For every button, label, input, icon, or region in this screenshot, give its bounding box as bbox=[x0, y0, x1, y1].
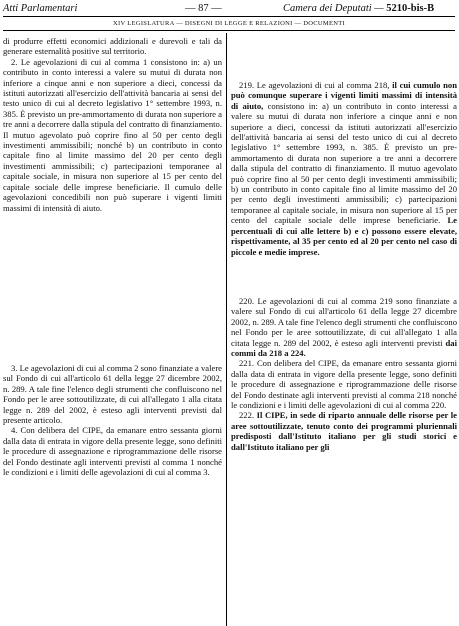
left-paragraph-1: di produrre effetti economici addizionali e durevoli e tali da generare esternalità positive sul territorio. bbox=[3, 36, 222, 57]
p219-amendment-1: il cui cumulo non può comunque superare i vigenti limiti massimi di intensità di aiuto, bbox=[231, 80, 457, 111]
left-paragraph-2: 2. Le agevolazioni di cui al comma 1 consistono in: a) un contributo in conto interessi a valere su mutui di durata non inferiore a cinque anni e non superiore a dieci, concessi da istituti autorizzati all'esercizio dell'attività bancaria ai sensi del testo unico di cui al decreto legislativo 1° settembre 1993, n. 385. È previsto un pre-ammortamento di durata non superiore a tre anni a decorrere dalla stipula del contratto di finanziamento. Il mutuo agevolato può coprire fino al 50 per cento degli investimenti ammissibili; nonché b) un contributo in conto capitale fino al limite massimo del 20 per cento degli investimenti ammissibili; c) partecipazioni temporanee al capitale sociale, in misura non superiore al 15 per cento del capitale sociale delle imprese beneficiarie. Il cumulo delle agevolazioni concedibili non può superare i vigenti limiti massimi di intensità di aiuto. bbox=[3, 56, 222, 213]
left-column bbox=[3, 36, 222, 624]
p222-amendment: Il CIPE, in sede di riparto annuale delle risorse per le aree sottoutilizzate, tenuto conto dei programmi pluriennali predisposti dall'Istituto italiano per gli studi storici e dall'Istituto italiano per gli bbox=[231, 410, 457, 452]
left-paragraph-3: 3. Le agevolazioni di cui al comma 2 sono finanziate a valere sul Fondo di cui all'articolo 61 della legge 27 dicembre 2002, n. 289. A tale fine l'elenco degli strumenti che confluiscono nel Fondo per le aree sottoutilizzate, di cui all'allegato 1 alla citata legge n. 289 del 2002, è esteso agli interventi previsti dal presente articolo. bbox=[3, 362, 222, 425]
right-paragraph-222 bbox=[231, 410, 457, 452]
legislature-subheader: XIV LEGISLATURA — DISEGNI DI LEGGE E RELAZIONI — DOCUMENTI bbox=[3, 16, 455, 31]
p220-amendment: dai commi da 218 a 224. bbox=[231, 337, 457, 358]
page-header bbox=[0, 0, 459, 17]
right-column-spacer-mid bbox=[231, 257, 457, 296]
p219-amendment-2: Le percentuali di cui alle lettere b) e c) possono essere elevate, rispettivamente, al 35 per cento ed al 20 per cento nel caso di piccole e medie imprese. bbox=[231, 215, 457, 257]
right-paragraph-219 bbox=[231, 80, 457, 257]
right-column bbox=[231, 36, 457, 624]
p220-body: 220. Le agevolazioni di cui al comma 219 sono finanziate a valere sul Fondo di cui all'articolo 61 della legge 27 dicembre 2002, n. 289. A tale fine l'elenco degli strumenti che confluiscono nel Fondo per le aree sottoutilizzate, di cui all'allegato 1 alla citata legge n. 289 del 2002, è esteso agli interventi previsti bbox=[231, 295, 457, 348]
right-paragraph-220 bbox=[231, 296, 457, 358]
right-column-spacer-top bbox=[231, 36, 457, 80]
header-chamber: Camera dei Deputati — bbox=[283, 3, 387, 14]
page-number: — 87 — bbox=[185, 3, 222, 14]
p219-lead: 219. Le agevolazioni di cui al comma 218, bbox=[239, 80, 393, 90]
header-right bbox=[283, 3, 434, 14]
p219-body: consistono in: a) un contributo in conto interessi a valere su mutui di durata non inferiore a cinque anni e non superiore a dieci, concessi da istituti autorizzati all'esercizio dell'attività bancaria ai sensi del testo unico di cui al decreto legislativo 1° settembre 1993, n. 385. È previsto un pre-ammortamento di durata non superiore a tre anni a decorrere dalla stipula del contratto di finanziamento. Il mutuo agevolato può coprire fino al 50 per cento degli investimenti ammissibili; b) un contributo in conto capitale fino al limite massimo del 20 per cento degli investimenti ammissibili; c) partecipazioni temporanee al capitale sociale, in misura non superiore al 15 per cento del capitale sociale delle imprese beneficiarie. bbox=[231, 100, 457, 226]
p222-number: 222. bbox=[239, 410, 257, 421]
left-paragraph-4: 4. Con delibera del CIPE, da emanare entro sessanta giorni dalla data di entrata in vigore della presente legge, sono definiti le procedure di assegnazione e riprogrammazione delle risorse del Fondo destinate agli interventi previsti al comma 1 nonché le condizioni e i limiti delle agevolazioni di cui al comma 3. bbox=[3, 425, 222, 477]
header-left: Atti Parlamentari bbox=[3, 3, 78, 14]
document-number: 5210-bis-B bbox=[386, 3, 435, 14]
left-column-spacer bbox=[3, 213, 222, 363]
column-divider bbox=[226, 33, 228, 626]
right-paragraph-221: 221. Con delibera del CIPE, da emanare entro sessanta giorni dalla data di entrata in vigore della presente legge, sono definiti le procedure di assegnazione e riprogrammazione delle risorse del Fondo destinate agli interventi previsti al comma 218 nonché le condizioni e i limiti delle agevolazioni di cui al comma 220. bbox=[231, 358, 457, 410]
